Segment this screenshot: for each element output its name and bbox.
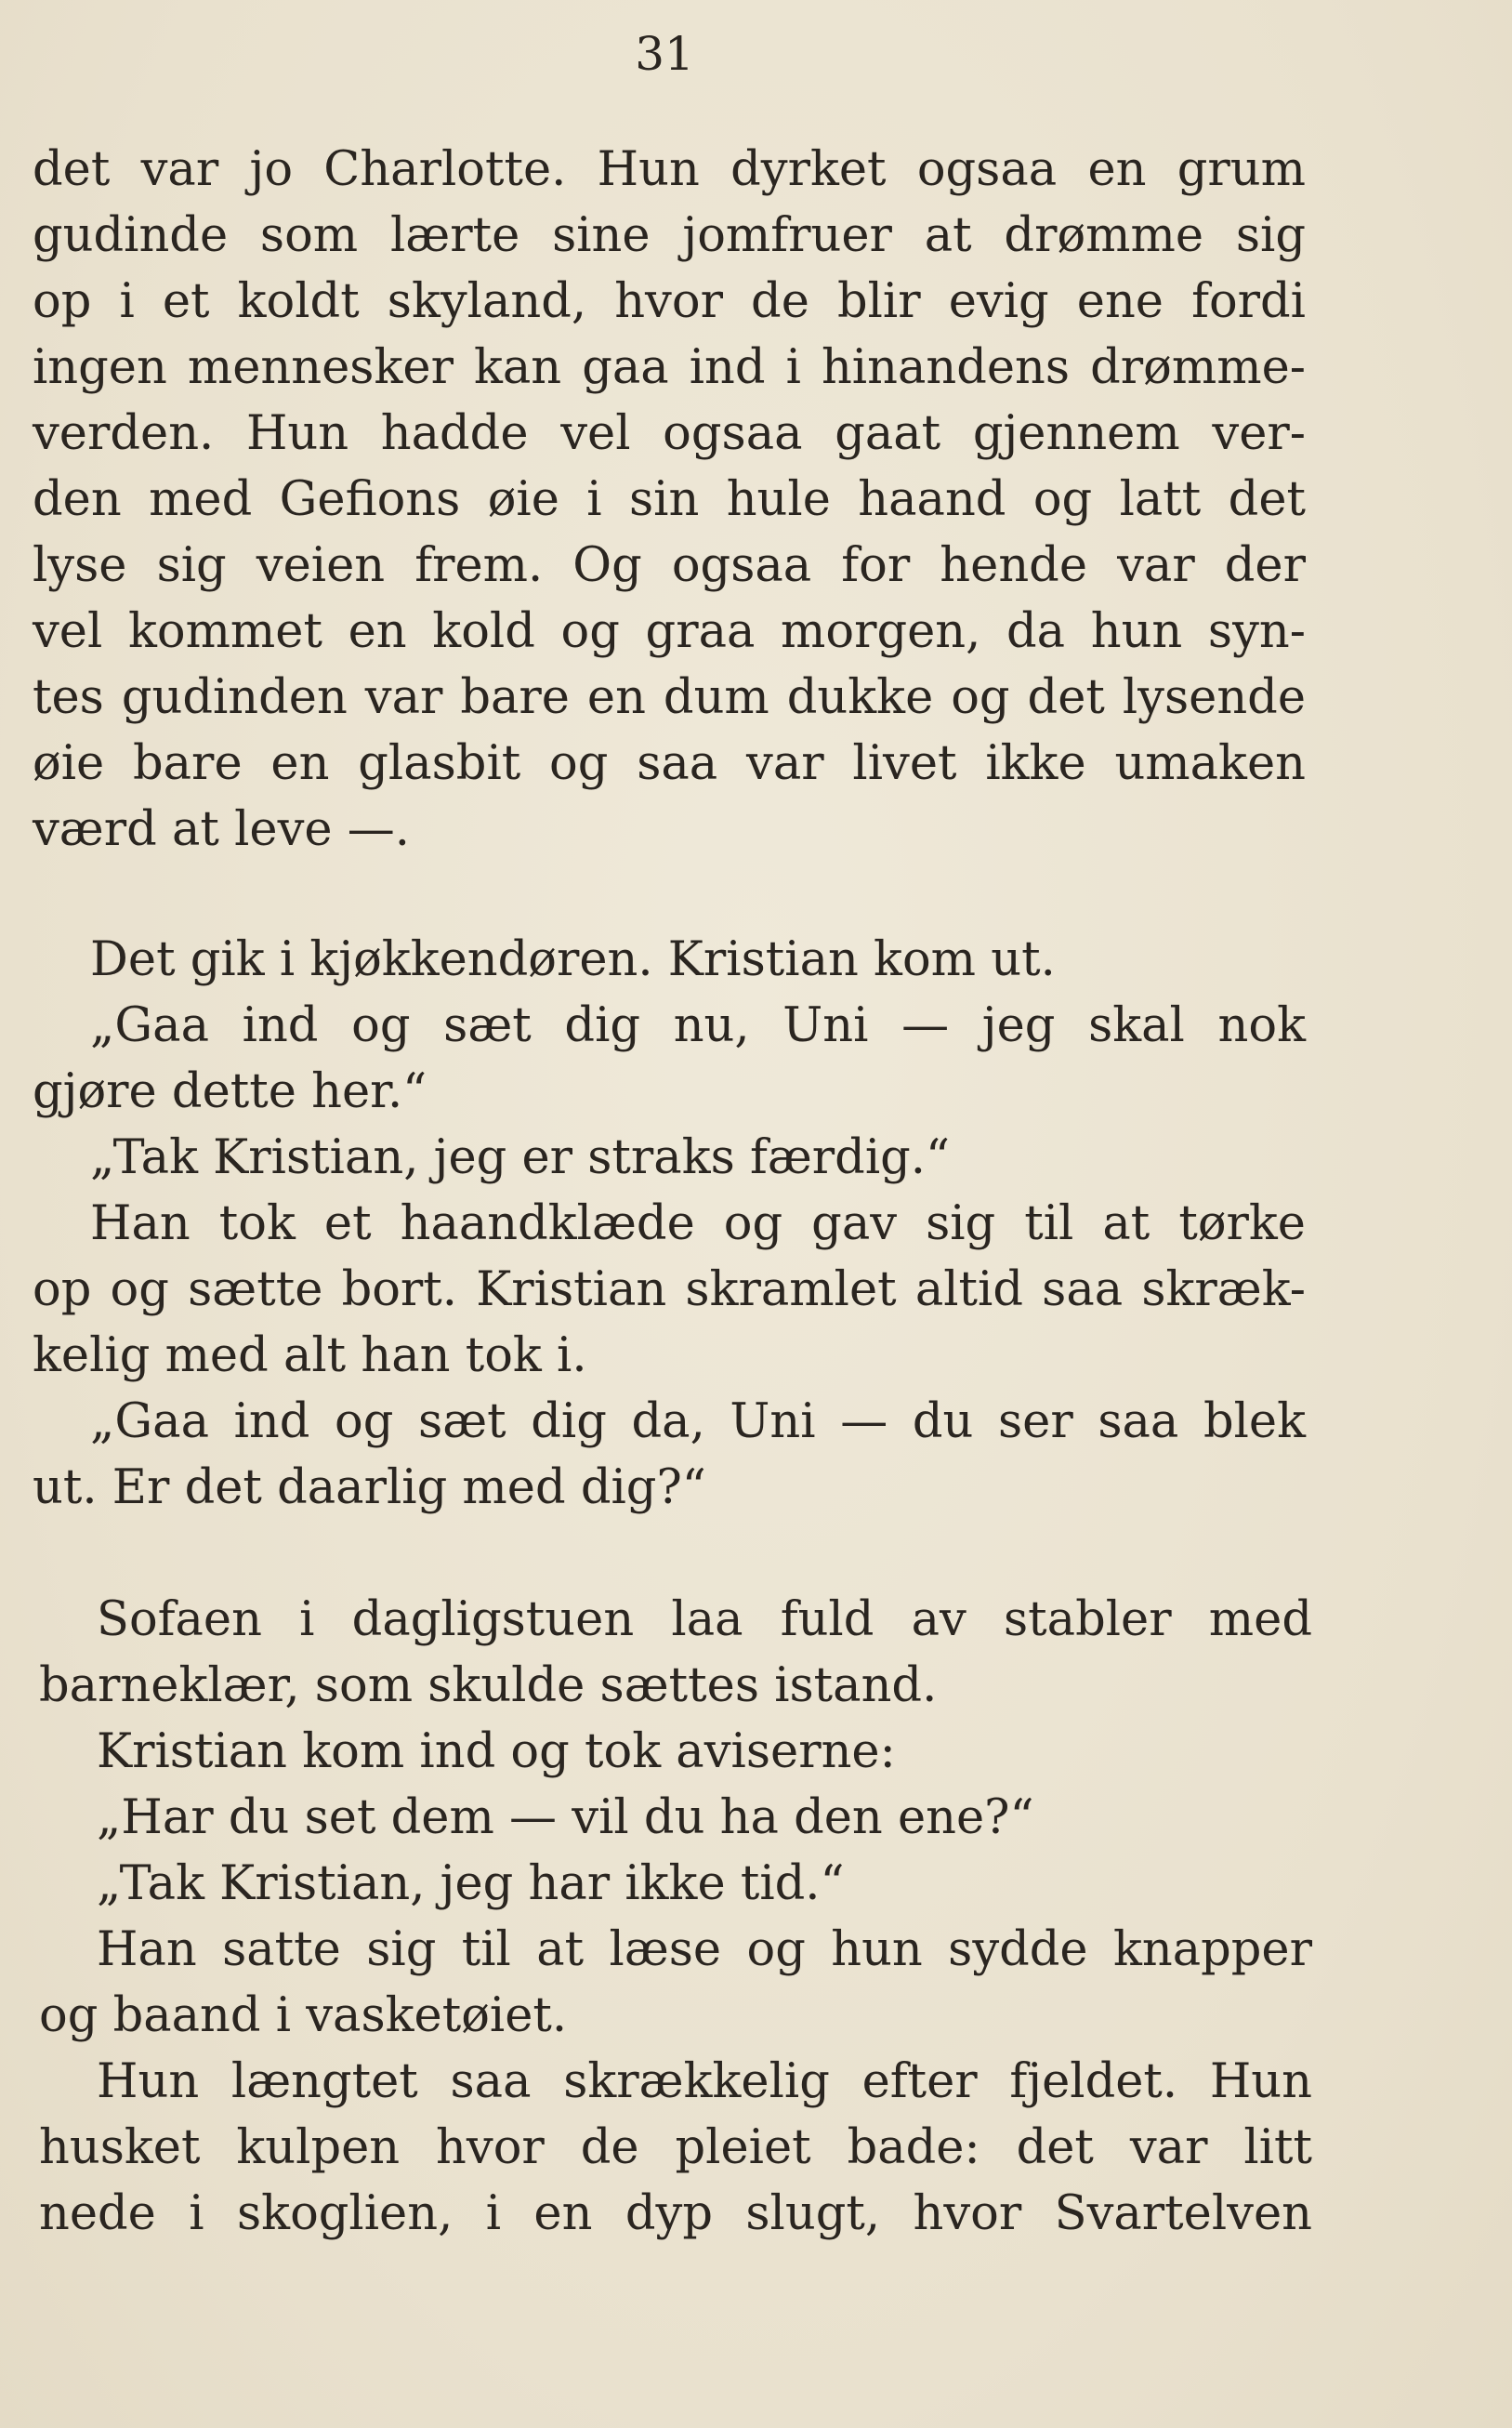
text-line: op og sætte bort. Kristian skramlet altid saa skræk- bbox=[33, 1262, 1306, 1317]
text-line: gudinde som lærte sine jomfruer at drømme sig bbox=[33, 208, 1306, 263]
text-line: øie bare en glasbit og saa var livet ikke umaken bbox=[33, 736, 1306, 791]
text-line: „Gaa ind og sæt dig da, Uni — du ser saa blek bbox=[90, 1394, 1306, 1449]
text-line: Hun længtet saa skrækkelig efter fjeldet. Hun bbox=[97, 2054, 1312, 2109]
text-line: det var jo Charlotte. Hun dyrket ogsaa en grum bbox=[33, 142, 1306, 197]
text-line: ut. Er det daarlig med dig?“ bbox=[33, 1460, 706, 1515]
text-line: Kristian kom ind og tok aviserne: bbox=[97, 1724, 896, 1779]
text-line: „Tak Kristian, jeg er straks færdig.“ bbox=[90, 1130, 951, 1185]
text-line: gjøre dette her.“ bbox=[33, 1064, 427, 1119]
text-line: ingen mennesker kan gaa ind i hinandens drømme- bbox=[33, 340, 1306, 395]
paragraph-1 bbox=[33, 137, 1306, 863]
text-line: nede i skoglien, i en dyp slugt, hvor Svartelven bbox=[39, 2186, 1312, 2241]
text-line: op i et koldt skyland, hvor de blir evig ene fordi bbox=[33, 274, 1306, 329]
text-line: lyse sig veien frem. Og ogsaa for hende var der bbox=[33, 538, 1306, 593]
section-3 bbox=[39, 1587, 1312, 2247]
text-line: Han tok et haandklæde og gav sig til at tørke bbox=[90, 1196, 1306, 1251]
text-line: verden. Hun hadde vel ogsaa gaat gjennem ver- bbox=[33, 406, 1306, 461]
text-line: Sofaen i dagligstuen laa fuld av stabler med bbox=[97, 1592, 1312, 1647]
text-line: „Har du set dem — vil du ha den ene?“ bbox=[97, 1790, 1034, 1845]
text-line: Han satte sig til at læse og hun sydde knapper bbox=[97, 1922, 1312, 1977]
text-line: husket kulpen hvor de pleiet bade: det var litt bbox=[39, 2120, 1312, 2175]
text-line: værd at leve —. bbox=[33, 802, 411, 857]
text-line: barneklær, som skulde sættes istand. bbox=[39, 1658, 938, 1713]
text-line: tes gudinden var bare en dum dukke og det lysende bbox=[33, 670, 1306, 725]
text-line: kelig med alt han tok i. bbox=[33, 1328, 587, 1383]
text-line: Det gik i kjøkkendøren. Kristian kom ut. bbox=[90, 932, 1056, 987]
page-number: 31 bbox=[635, 27, 694, 81]
text-line: og baand i vasketøiet. bbox=[39, 1988, 568, 2043]
text-line: vel kommet en kold og graa morgen, da hun syn- bbox=[33, 604, 1306, 659]
text-line: den med Gefions øie i sin hule haand og latt det bbox=[33, 472, 1306, 527]
text-line: „Tak Kristian, jeg har ikke tid.“ bbox=[97, 1856, 845, 1911]
text-line: „Gaa ind og sæt dig nu, Uni — jeg skal nok bbox=[90, 998, 1306, 1053]
section-2 bbox=[33, 927, 1306, 1521]
